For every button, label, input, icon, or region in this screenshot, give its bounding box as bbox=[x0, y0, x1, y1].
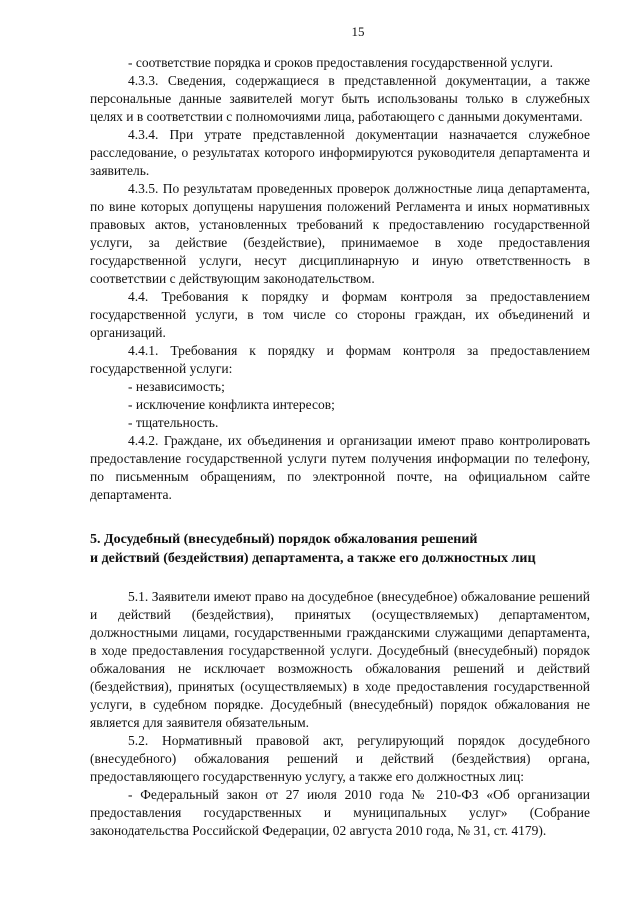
paragraph-5-2: 5.2. Нормативный правовой акт, регулирующий порядок досудебного (внесудебного) обжалования решений и действий (бездействия) органа, предоставляющего государственную услугу, а также его должностных лиц: bbox=[90, 733, 590, 784]
document-body bbox=[90, 54, 590, 840]
paragraph-4-3-5: 4.3.5. По результатам проведенных проверок должностные лица департамента, по вине которых допущены нарушения положений Регламента и иных нормативных правовых актов, установленных требований к предоставлению государственной услуги, за действие (бездействие), принимаемое в ходе предоставления государственной услуги, несут дисциплинарную и иную ответственность в соответствии с действующим законодательством. bbox=[90, 181, 590, 286]
paragraph-4-3-3: 4.3.3. Сведения, содержащиеся в представленной документации, а также персональные данные заявителей могут быть использованы только в служебных целях и в соответствии с полномочиями лица, работающего с данными документами. bbox=[90, 73, 590, 124]
list-item-no-conflict: - исключение конфликта интересов; bbox=[128, 397, 335, 412]
paragraph-4-4: 4.4. Требования к порядку и формам контроля за предоставлением государственной услуги, в том числе со стороны граждан, их объединений и организаций. bbox=[90, 289, 590, 340]
paragraph-4-4-2: 4.4.2. Граждане, их объединения и организации имеют право контролировать предоставление государственной услуги путем получения информации по телефону, по письменным обращениям, по электронной почте, на официальном сайте департамента. bbox=[90, 433, 590, 502]
paragraph-5-1: 5.1. Заявители имеют право на досудебное (внесудебное) обжалование решений и действий (бездействия), принятых (осуществляемых) департаментом, должностными лицами, государственными гражданскими служащими департамента, в ходе предоставления государственной услуги. Досудебный (внесудебный) порядок обжалования не исключает возможность обжалования решений и действий (бездействия), принятых (осуществляемых) в ходе предоставления государственной услуги, в судебном порядке. Досудебный (внесудебный) порядок обжалования не является для заявителя обязательным. bbox=[90, 589, 590, 730]
list-item-independence: - независимость; bbox=[128, 379, 225, 394]
paragraph-requirement-deadlines: - соответствие порядка и сроков предоставления государственной услуги. bbox=[128, 55, 553, 70]
list-item-thoroughness: - тщательность. bbox=[128, 415, 219, 430]
section-heading-line-2: и действий (бездействия) департамента, а также его должностных лиц bbox=[90, 551, 536, 566]
section-5-heading bbox=[90, 530, 590, 568]
paragraph-federal-law: - Федеральный закон от 27 июля 2010 года № 210-ФЗ «Об организации предоставления государственных и муниципальных услуг» (Собрание законодательства Российской Федерации, 02 августа 2010 года, № 31, ст. 4179). bbox=[90, 787, 590, 838]
paragraph-4-3-4: 4.3.4. При утрате представленной документации назначается служебное расследование, о результатах которого информируются руководителя департамента и заявитель. bbox=[90, 127, 590, 178]
page-number: 15 bbox=[351, 24, 365, 39]
paragraph-4-4-1: 4.4.1. Требования к порядку и формам контроля за предоставлением государственной услуги: bbox=[90, 343, 590, 376]
section-heading-line-1: 5. Досудебный (внесудебный) порядок обжалования решений bbox=[90, 532, 478, 547]
